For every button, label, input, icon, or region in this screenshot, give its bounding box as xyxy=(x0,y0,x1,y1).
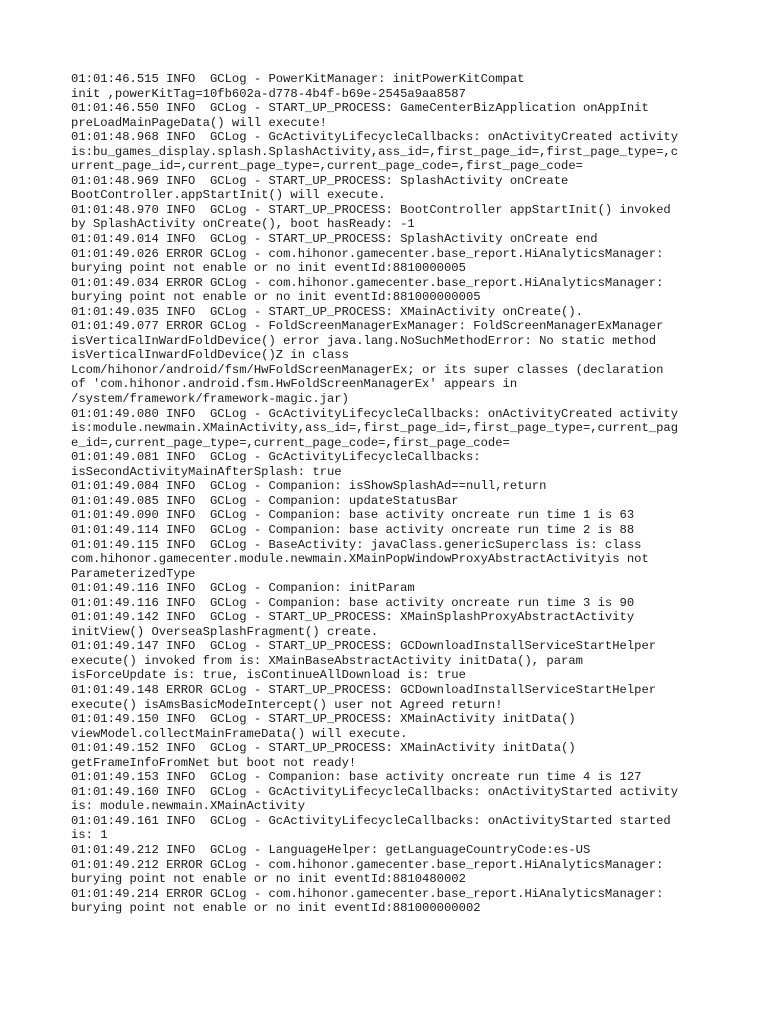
log-line: burying point not enable or no init eventId:881000000002 xyxy=(71,901,481,916)
log-line: burying point not enable or no init eventId:8810000005 xyxy=(71,261,466,276)
log-line: 01:01:46.550 INFO GCLog - START_UP_PROCESS: GameCenterBizApplication onAppInit xyxy=(71,101,649,116)
log-line: 01:01:49.084 INFO GCLog - Companion: isShowSplashAd==null,return xyxy=(71,479,547,494)
log-line: execute() isAmsBasicModeIntercept() user not Agreed return! xyxy=(71,697,503,712)
log-line: 01:01:49.077 ERROR GCLog - FoldScreenManagerExManager: FoldScreenManagerExManager xyxy=(71,319,664,334)
log-text-block xyxy=(71,72,711,916)
log-line: 01:01:49.212 INFO GCLog - LanguageHelper: getLanguageCountryCode:es-US xyxy=(71,842,591,857)
log-line: 01:01:46.515 INFO GCLog - PowerKitManager: initPowerKitCompat xyxy=(71,72,525,86)
log-line: ParameterizedType xyxy=(71,566,196,581)
log-line: 01:01:49.034 ERROR GCLog - com.hihonor.gamecenter.base_report.HiAnalyticsManager: xyxy=(71,275,664,290)
log-line: 01:01:49.212 ERROR GCLog - com.hihonor.gamecenter.base_report.HiAnalyticsManager: xyxy=(71,857,664,872)
log-line: by SplashActivity onCreate(), boot hasReady: -1 xyxy=(71,217,415,232)
log-line: 01:01:49.116 INFO GCLog - Companion: initParam xyxy=(71,581,415,596)
log-line: 01:01:49.116 INFO GCLog - Companion: base activity oncreate run time 3 is 90 xyxy=(71,595,635,610)
log-line: of 'com.hihonor.android.fsm.HwFoldScreenManagerEx' appears in xyxy=(71,377,518,392)
log-line: 01:01:49.114 INFO GCLog - Companion: base activity oncreate run time 2 is 88 xyxy=(71,522,635,537)
log-line: preLoadMainPageData() will execute! xyxy=(71,115,327,130)
log-line: 01:01:49.090 INFO GCLog - Companion: base activity oncreate run time 1 is 63 xyxy=(71,508,635,523)
log-line: initView() OverseaSplashFragment() create. xyxy=(71,624,379,639)
log-line: 01:01:48.970 INFO GCLog - START_UP_PROCESS: BootController appStartInit() invoked xyxy=(71,202,671,217)
log-line: 01:01:49.014 INFO GCLog - START_UP_PROCESS: SplashActivity onCreate end xyxy=(71,232,598,247)
log-line: isForceUpdate is: true, isContinueAllDownload is: true xyxy=(71,668,466,683)
log-line: burying point not enable or no init eventId:8810480002 xyxy=(71,872,466,887)
log-line: e_id=,current_page_type=,current_page_code=,first_page_code= xyxy=(71,435,510,450)
log-line: isVerticalInwardFoldDevice()Z in class xyxy=(71,348,349,363)
log-line: 01:01:49.080 INFO GCLog - GcActivityLifecycleCallbacks: onActivityCreated activity xyxy=(71,406,679,421)
log-line: Lcom/hihonor/android/fsm/HwFoldScreenManagerEx; or its super classes (declaration xyxy=(71,362,664,377)
log-line: isVerticalInWardFoldDevice() error java.lang.NoSuchMethodError: No static method xyxy=(71,333,657,348)
log-line: /system/framework/framework-magic.jar) xyxy=(71,392,349,407)
log-line: 01:01:49.153 INFO GCLog - Companion: base activity oncreate run time 4 is 127 xyxy=(71,770,642,785)
log-line: 01:01:49.152 INFO GCLog - START_UP_PROCESS: XMainActivity initData() xyxy=(71,741,576,756)
log-line: 01:01:49.115 INFO GCLog - BaseActivity: javaClass.genericSuperclass is: class xyxy=(71,537,642,552)
log-line: getFrameInfoFromNet but boot not ready! xyxy=(71,755,357,770)
log-line: 01:01:49.160 INFO GCLog - GcActivityLifecycleCallbacks: onActivityStarted activity xyxy=(71,784,679,799)
log-line: 01:01:49.035 INFO GCLog - START_UP_PROCESS: XMainActivity onCreate(). xyxy=(71,304,583,319)
log-line: burying point not enable or no init eventId:881000000005 xyxy=(71,290,481,305)
log-line: execute() invoked from is: XMainBaseAbstractActivity initData(), param xyxy=(71,653,583,668)
log-line: 01:01:48.968 INFO GCLog - GcActivityLifecycleCallbacks: onActivityCreated activity xyxy=(71,130,679,145)
log-line: is: module.newmain.XMainActivity xyxy=(71,799,306,814)
log-line: is:bu_games_display.splash.SplashActivity,ass_id=,first_page_id=,first_page_type=,c xyxy=(71,144,679,159)
log-line: BootController.appStartInit() will execute. xyxy=(71,188,386,203)
log-line: 01:01:49.161 INFO GCLog - GcActivityLifecycleCallbacks: onActivityStarted started xyxy=(71,813,671,828)
log-line: is: 1 xyxy=(71,828,108,843)
log-line: 01:01:49.142 INFO GCLog - START_UP_PROCESS: XMainSplashProxyAbstractActivity xyxy=(71,610,635,625)
log-line: 01:01:49.150 INFO GCLog - START_UP_PROCESS: XMainActivity initData() xyxy=(71,712,576,727)
log-line: 01:01:49.147 INFO GCLog - START_UP_PROCESS: GCDownloadInstallServiceStartHelper xyxy=(71,639,657,654)
log-line: isSecondActivityMainAfterSplash: true xyxy=(71,464,342,479)
log-line: viewModel.collectMainFrameData() will execute. xyxy=(71,726,408,741)
log-line: 01:01:48.969 INFO GCLog - START_UP_PROCESS: SplashActivity onCreate xyxy=(71,173,569,188)
log-line: 01:01:49.214 ERROR GCLog - com.hihonor.gamecenter.base_report.HiAnalyticsManager: xyxy=(71,886,664,901)
log-line: com.hihonor.gamecenter.module.newmain.XMainPopWindowProxyAbstractActivityis not xyxy=(71,552,649,567)
log-line: init ,powerKitTag=10fb602a-d778-4b4f-b69e-2545a9aa8587 xyxy=(71,86,466,101)
log-line: 01:01:49.026 ERROR GCLog - com.hihonor.gamecenter.base_report.HiAnalyticsManager: xyxy=(71,246,664,261)
log-line: is:module.newmain.XMainActivity,ass_id=,first_page_id=,first_page_type=,current_pag xyxy=(71,421,679,436)
log-line: urrent_page_id=,current_page_type=,current_page_code=,first_page_code= xyxy=(71,159,583,174)
log-line: 01:01:49.085 INFO GCLog - Companion: updateStatusBar xyxy=(71,493,459,508)
log-line: 01:01:49.148 ERROR GCLog - START_UP_PROCESS: GCDownloadInstallServiceStartHelper xyxy=(71,682,657,697)
log-line: 01:01:49.081 INFO GCLog - GcActivityLifecycleCallbacks: xyxy=(71,450,481,465)
